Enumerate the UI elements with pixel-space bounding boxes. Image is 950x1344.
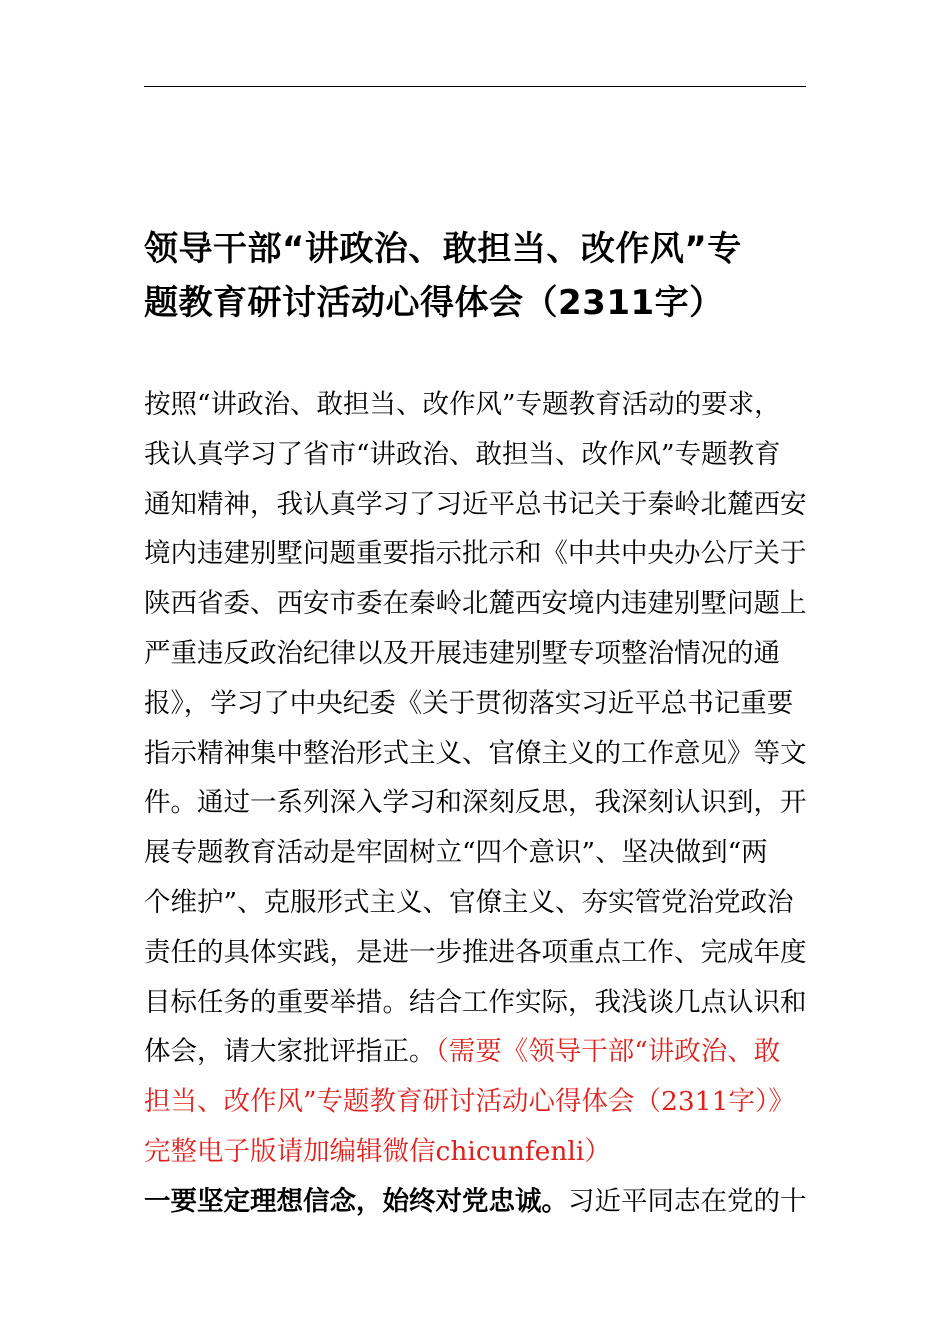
body-line: 通知精神，我认真学习了习近平总书记关于秦岭北麓西安 — [144, 488, 807, 520]
section-heading-line — [144, 1177, 814, 1227]
body-line: 指示精神集中整治形式主义、官僚主义的工作意见》等文 — [144, 737, 807, 769]
section-heading: 一要坚定理想信念，始终对党忠诚。 — [144, 1185, 568, 1217]
header-rule — [144, 86, 806, 87]
body-line: 我认真学习了省市“讲政治、敢担当、改作风”专题教育 — [144, 438, 781, 470]
document-body — [144, 380, 814, 1227]
document-title — [144, 222, 814, 330]
body-line: 个维护”、克服形式主义、官僚主义、夯实管党治党政治 — [144, 886, 794, 918]
title-line-2: 题教育研讨活动心得体会（2311字） — [144, 283, 724, 323]
promo-note-line: 完整电子版请加编辑微信chicunfenli） — [144, 1135, 611, 1167]
body-line: 展专题教育活动是牢固树立“四个意识”、坚决做到“两 — [144, 837, 768, 869]
body-line: 按照“讲政治、敢担当、改作风”专题教育活动的要求， — [144, 389, 781, 420]
closing-text: 体会，请大家批评指正。 — [144, 1036, 436, 1068]
body-line: 目标任务的重要举措。结合工作实际，我浅谈几点认识和 — [144, 986, 807, 1018]
body-line: 陕西省委、西安市委在秦岭北麓西安境内违建别墅问题上 — [144, 588, 807, 620]
body-line: 件。通过一系列深入学习和深刻反思，我深刻认识到，开 — [144, 787, 807, 819]
body-line: 严重违反政治纪律以及开展违建别墅专项整治情况的通 — [144, 637, 780, 669]
body-line: 报》，学习了中央纪委《关于贯彻落实习近平总书记重要 — [144, 687, 794, 719]
body-line: 责任的具体实践，是进一步推进各项重点工作、完成年度 — [144, 936, 807, 968]
title-line-1: 领导干部“讲政治、敢担当、改作风”专 — [144, 229, 742, 269]
section-text: 习近平同志在党的十 — [568, 1185, 807, 1217]
promo-note-start: （需要《领导干部“讲政治、敢 — [435, 1036, 781, 1068]
promo-note-line: 担当、改作风”专题教育研讨活动心得体会（2311字）》 — [144, 1086, 795, 1118]
body-line-mixed — [144, 1027, 814, 1077]
body-line: 境内违建别墅问题重要指示批示和《中共中央办公厅关于 — [144, 538, 807, 570]
